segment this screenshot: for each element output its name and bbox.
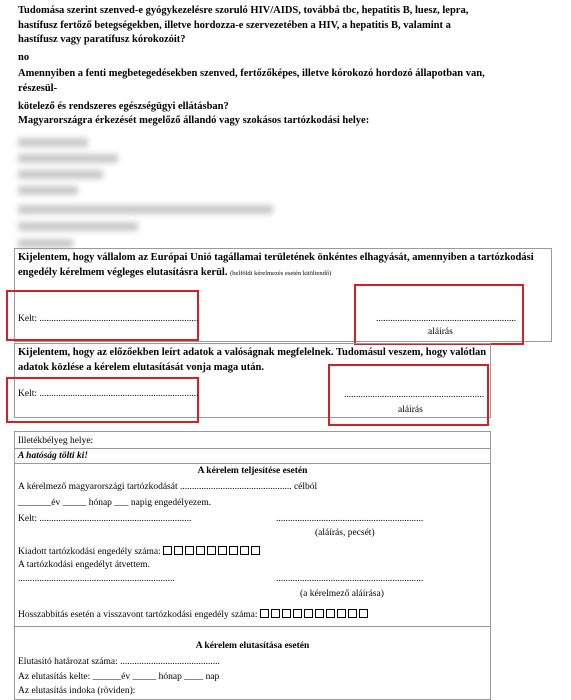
signature-line-2[interactable]: ...........................................................: [344, 390, 485, 400]
residence-question: Magyarországra érkezését megelőző állandó vagy szokásos tartózkodási helye:: [18, 115, 370, 126]
approve-date-field[interactable]: Kelt: ................................................................: [18, 514, 192, 524]
approve-title: A kérelem teljesítése esetén: [197, 466, 308, 476]
approve-purpose[interactable]: A kérelmező magyarországi tartózkodását ............................................... célból: [18, 482, 318, 492]
divider: [14, 626, 491, 627]
receipt-signature-line[interactable]: ..............................................................: [276, 574, 424, 584]
permit-number-label: Kiadott tartózkodási engedély száma:: [18, 547, 161, 557]
extension-number-boxes[interactable]: [260, 610, 370, 620]
date-field-1[interactable]: Kelt: ...................................................................: [18, 314, 199, 324]
signature-line-1[interactable]: ...........................................................: [376, 314, 517, 324]
reject-date[interactable]: Az elutasítás kelte: ______év _____ hónap ____ nap: [18, 672, 220, 682]
signature-label-2: aláírás: [398, 405, 423, 415]
declaration-1-text: [18, 251, 550, 281]
treatment-question: Amennyiben a fenti megbetegedésekben szenved, fertőzőképes, illetve kórokozó hordozó állapotban van, részesül-: [18, 68, 485, 94]
approve-signature-line[interactable]: ..............................................................: [276, 514, 424, 524]
stamp-place-label: Illetékbélyeg helye:: [18, 436, 94, 446]
reject-title: A kérelem elutasítása esetén: [195, 641, 310, 651]
declaration-1-note: (belföldi kérelmezés esetén kitöltendő): [230, 269, 332, 277]
health-answer: no: [18, 52, 30, 63]
extension-label: Hosszabbítás esetén a visszavont tartózkodási engedély száma:: [18, 610, 258, 620]
declaration-2-text: Kijelentem, hogy az előzőekben leírt adatok a valóságnak megfelelnek. Tudomásul veszem, hogy valótlan adatok közlése a kérelem elutasítását vonja maga után.: [18, 347, 487, 373]
permit-received: A tartózkodási engedélyt átvettem.: [18, 560, 150, 570]
reject-reason[interactable]: Az elutasítás indoka (röviden):: [18, 686, 136, 696]
applicant-signature-label: (a kérelmező aláírása): [300, 589, 384, 599]
date-field-2[interactable]: Kelt: ...................................................................: [18, 389, 199, 399]
signature-label-1: aláírás: [428, 327, 453, 337]
receipt-date-line[interactable]: ..................................................................: [18, 574, 175, 584]
date-highlight-2: [6, 377, 199, 423]
approve-duration[interactable]: _______év _____ hónap ___ napig engedélyezem.: [18, 498, 212, 508]
permit-number-boxes[interactable]: [163, 547, 262, 557]
health-question: Tudomása szerint szenved-e gyógykezelésre szoruló HIV/AIDS, továbbá tbc, hepatitis B, luesz, lepra, hastífusz fertőző betegségekben, illetve hordozza-e szervezetében a HIV, a hepatitis B, valamint a hastífusz vagy paratífusz kórokozóit?: [18, 5, 469, 45]
divider: [14, 463, 491, 464]
authority-note: A hatóság tölti ki!: [18, 451, 88, 461]
permit-number: [18, 546, 262, 557]
reject-decision-number[interactable]: Elutasító határozat száma: ..........................................: [18, 657, 220, 667]
extension-permit-number: [18, 609, 370, 620]
approve-signature-label: (aláírás, pecsét): [315, 528, 375, 538]
divider: [14, 448, 491, 449]
treatment-question-cont: kötelező és rendszeres egészségügyi ellátásban?: [18, 101, 229, 112]
declaration-1-body: Kijelentem, hogy vállalom az Európai Unió tagállamai területének önkéntes elhagyását, amennyiben a tartózkodási engedély kérelmem végleges elutasításra kerül.: [18, 252, 534, 278]
